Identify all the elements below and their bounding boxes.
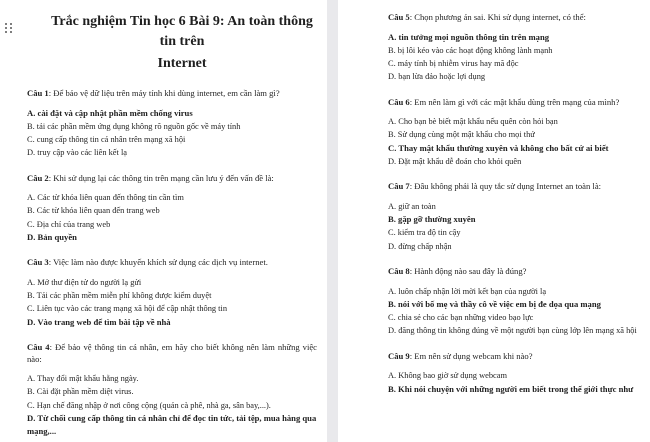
- answer-option: A. Các từ khóa liên quan đến thông tin cần tìm: [27, 193, 184, 203]
- answer-list: [27, 191, 317, 244]
- correct-answer-option: D. Từ chối cung cấp thông tin cá nhân chỉ để đọc tin tức, tải tệp, mua hàng qua mạng,...: [27, 412, 317, 437]
- answer-option: A. luôn chấp nhận lời mời kết bạn của người lạ: [388, 286, 547, 296]
- question-prompt: : Em nên làm gì với các mật khẩu dùng trên mạng của mình?: [409, 96, 620, 107]
- question-text: [388, 266, 642, 278]
- answer-option: D. đừng chấp nhận: [388, 241, 452, 251]
- question-block: [27, 88, 317, 160]
- answer-option: C. Liên tục vào các trang mạng xã hội để cập nhật thông tin: [27, 304, 228, 314]
- question-prompt: : Chọn phương án sai. Khi sử dụng internet, có thể:: [409, 12, 586, 22]
- page-right: [338, 0, 650, 442]
- answer-option: B. Tải các phần mềm miễn phí không được kiểm duyệt: [27, 291, 212, 301]
- question-number: Câu 6: [388, 96, 410, 107]
- question-text: [27, 342, 317, 365]
- answer-option: D. Đặt mật khẩu dễ đoán cho khỏi quên: [388, 157, 522, 167]
- answer-option: C. cung cấp thông tin cá nhân trên mạng xã hội: [27, 135, 186, 145]
- answer-list: [388, 31, 642, 84]
- answer-option: D. truy cập vào các liên kết lạ: [27, 148, 127, 158]
- answer-list: [388, 369, 642, 396]
- question-prompt: : Để bảo vệ thông tin cá nhân, em hãy cho biết không nên làm những việc nào:: [27, 342, 317, 364]
- correct-answer-option: C. Thay mật khẩu thường xuyên và không cho bất cứ ai biết: [388, 142, 609, 153]
- title-line: Trắc nghiệm Tin học 6 Bài 9: An toàn thông tin trên: [51, 14, 313, 49]
- answer-option: A. Thay đổi mật khẩu hằng ngày.: [27, 374, 139, 384]
- question-number: Câu 3: [27, 257, 49, 268]
- correct-answer-option: B. gặp gỡ thường xuyên: [388, 214, 476, 225]
- question-prompt: : Khi sử dụng lại các thông tin trên mạng cần lưu ý đến vấn đề là:: [48, 172, 274, 183]
- correct-answer-option: A. cài đặt và cập nhật phần mềm chống virus: [27, 107, 193, 118]
- question-number: Câu 7: [388, 181, 410, 192]
- answer-list: [388, 115, 642, 168]
- question-prompt: : Việc làm nào được khuyến khích sử dụng các dịch vụ internet.: [48, 257, 268, 268]
- drag-handle-icon[interactable]: [5, 23, 13, 37]
- question-block: [388, 97, 642, 169]
- document-title: [27, 12, 317, 74]
- answer-option: A. giữ an toàn: [388, 201, 436, 211]
- question-prompt: : Đâu không phải là quy tắc sử dụng Internet an toàn là:: [409, 181, 602, 192]
- answer-option: C. máy tính bị nhiễm virus hay mã độc: [388, 59, 519, 69]
- question-number: Câu 2: [27, 172, 49, 183]
- correct-answer-option: D. Bản quyền: [27, 232, 77, 243]
- question-text: [388, 12, 642, 24]
- correct-answer-option: A. tin tưởng mọi nguồn thông tin trên mạng: [388, 31, 550, 42]
- question-list: [388, 12, 642, 396]
- question-number: Câu 4: [27, 342, 50, 353]
- question-text: [27, 88, 317, 100]
- question-block: [388, 266, 642, 338]
- question-number: Câu 5: [388, 12, 410, 22]
- answer-option: C. Địa chỉ của trang web: [27, 219, 111, 229]
- answer-list: [388, 285, 642, 338]
- answer-option: A. Cho bạn bè biết mật khẩu nếu quên còn hỏi bạn: [388, 117, 558, 127]
- question-block: [27, 257, 317, 329]
- answer-option: C. Hạn chế đăng nhập ở nơi công cộng (quán cà phê, nhà ga, sân bay,...).: [27, 400, 271, 410]
- title-line: Internet: [157, 56, 207, 71]
- question-block: [388, 12, 642, 84]
- answer-option: B. Các từ khóa liên quan đến trang web: [27, 206, 160, 216]
- question-text: [388, 181, 642, 193]
- answer-option: A. Không bao giờ sử dụng webcam: [388, 371, 507, 381]
- question-list: [27, 88, 317, 439]
- answer-option: D. bạn lừa đảo hoặc lợi dụng: [388, 72, 486, 82]
- question-block: [27, 173, 317, 245]
- answer-option: B. Cài đặt phần mềm diệt virus.: [27, 387, 134, 397]
- question-prompt: : Để bảo vệ dữ liệu trên máy tính khi dùng internet, em cần làm gì?: [48, 88, 280, 98]
- question-text: [27, 173, 317, 185]
- answer-list: [388, 200, 642, 253]
- answer-option: A. Mở thư điện tử do người lạ gửi: [27, 277, 142, 287]
- answer-option: B. bị lôi kéo vào các hoạt động không lành mạnh: [388, 45, 553, 55]
- question-block: [388, 351, 642, 396]
- answer-list: [27, 107, 317, 160]
- question-prompt: : Em nên sử dụng webcam khi nào?: [409, 350, 533, 361]
- question-text: [388, 97, 642, 109]
- answer-option: B. Sử dụng cùng một mật khẩu cho mọi thứ: [388, 130, 535, 140]
- answer-list: [27, 372, 317, 438]
- question-prompt: : Hành động nào sau đây là đúng?: [409, 266, 527, 277]
- correct-answer-option: B. nói với bố mẹ và thầy cô về việc em bị đe dọa qua mạng: [388, 298, 601, 309]
- answer-option: C. kiểm tra độ tin cậy: [388, 228, 461, 238]
- answer-option: D. đăng thông tin không đúng về một người bạn cùng lớp lên mạng xã hội: [388, 326, 637, 336]
- answer-list: [27, 276, 317, 329]
- question-text: [27, 257, 317, 269]
- correct-answer-option: B. Khi nói chuyện với những người em biết trong thế giới thực như: [388, 383, 634, 394]
- question-number: Câu 9: [388, 350, 410, 361]
- correct-answer-option: D. Vào trang web để tìm bài tập về nhà: [27, 316, 171, 327]
- question-block: [27, 342, 317, 438]
- question-block: [388, 181, 642, 253]
- question-number: Câu 8: [388, 266, 410, 277]
- answer-option: C. chia sẻ cho các bạn những video bạo lực: [388, 313, 534, 323]
- answer-option: B. tải các phần mềm ứng dụng không rõ nguồn gốc về máy tính: [27, 121, 241, 131]
- question-number: Câu 1: [27, 88, 49, 98]
- question-text: [388, 351, 642, 363]
